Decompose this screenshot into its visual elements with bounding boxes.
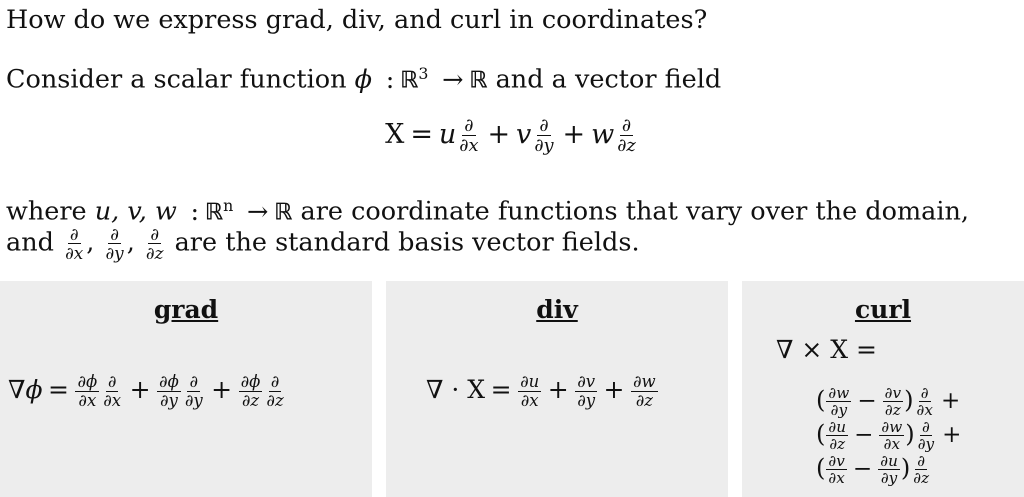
numerator: ∂u: [520, 372, 540, 391]
right-paren: ): [900, 453, 911, 482]
arrow-symbol: →: [247, 196, 269, 227]
numerator: ∂: [539, 115, 549, 136]
curl-title: curl: [854, 295, 912, 324]
numerator: ∂: [464, 115, 474, 136]
plus: +: [487, 119, 511, 151]
reals-symbol: ℝ: [469, 67, 488, 94]
minus: −: [854, 421, 874, 448]
denominator: ∂z: [829, 435, 846, 454]
numerator: ∂w: [828, 384, 850, 402]
basis-x-fraction: [914, 385, 934, 419]
plus: +: [603, 374, 625, 404]
numerator: ∂: [107, 372, 117, 391]
denominator: ∂z: [884, 401, 901, 420]
basis-y-fraction: [103, 225, 125, 262]
grad-title: grad: [153, 295, 219, 324]
denominator: ∂y: [159, 390, 178, 410]
numerator: ∂ϕ: [77, 372, 98, 391]
denominator: ∂z: [635, 390, 653, 410]
basis-y-fraction: [183, 373, 205, 410]
intro-sentence: [6, 58, 721, 97]
curl-z-term: [816, 453, 932, 487]
denominator: ∂z: [617, 135, 636, 157]
denominator: ∂x: [459, 135, 479, 157]
coef-v: v: [516, 119, 532, 151]
where-word: where: [6, 196, 87, 227]
numerator: ∂v: [884, 384, 902, 402]
dimension-exponent: n: [223, 196, 234, 215]
numerator: ∂: [110, 224, 119, 244]
left-paren: (: [816, 453, 826, 482]
numerator: ∂w: [881, 418, 903, 436]
curl-x-term: [816, 385, 965, 419]
basis-x-fraction: [63, 225, 85, 262]
denominator: ∂y: [917, 435, 935, 454]
minus: −: [852, 455, 873, 482]
numerator: ∂v: [828, 452, 845, 470]
dimension-exponent: 3: [418, 64, 429, 83]
grad-formula: [8, 373, 287, 410]
basis-x-fraction: [101, 373, 123, 410]
numerator: ∂u: [828, 418, 847, 436]
plus: +: [562, 119, 586, 151]
right-paren: ): [904, 385, 914, 414]
dw-dy-fraction: [826, 385, 851, 419]
left-paren: (: [816, 419, 826, 448]
plus: +: [129, 374, 151, 404]
equals: =: [48, 374, 69, 404]
numerator: ∂ϕ: [159, 372, 179, 391]
denominator: ∂y: [880, 469, 898, 488]
denominator: ∂x: [828, 469, 845, 488]
basis-z-fraction: [615, 116, 638, 155]
curl-lhs: ∇ × X =: [776, 335, 877, 364]
numerator: ∂: [189, 372, 199, 391]
denominator: ∂z: [145, 243, 164, 264]
numerator: ∂w: [633, 372, 656, 391]
plus: +: [942, 421, 962, 448]
numerator: ∂: [150, 224, 160, 244]
dw-dx-fraction: [879, 419, 904, 453]
numerator: ∂: [920, 384, 929, 402]
div-title: div: [536, 295, 578, 324]
denominator: ∂y: [577, 390, 596, 410]
denominator: ∂y: [830, 401, 848, 420]
dphi-dx-fraction: [75, 373, 99, 410]
lhs-x: X: [385, 119, 405, 151]
du-dz-fraction: [826, 419, 848, 453]
du-dy-fraction: [878, 453, 900, 487]
page-title: How do we express grad, div, and curl in coordinates?: [6, 5, 708, 35]
denominator: ∂y: [184, 390, 203, 410]
gradient-lhs: ∇ϕ: [8, 374, 43, 404]
reals-symbol: ℝ: [399, 67, 419, 94]
comma: ,: [86, 227, 95, 258]
equals: =: [410, 119, 433, 151]
plus: +: [211, 374, 233, 404]
denominator: ∂z: [266, 390, 284, 410]
denominator: ∂x: [916, 401, 933, 420]
coordinate-vars: u, v, w: [94, 196, 177, 227]
numerator: ∂: [270, 372, 280, 391]
where-sentence: [6, 190, 969, 229]
minus: −: [857, 387, 877, 414]
denominator: ∂y: [105, 243, 124, 264]
denominator: ∂y: [534, 135, 554, 157]
comma: ,: [126, 227, 135, 258]
denominator: ∂x: [78, 390, 97, 410]
vector-field-equation: [0, 116, 1024, 155]
denominator: ∂x: [520, 390, 539, 410]
left-paren: (: [816, 385, 826, 414]
denominator: ∂z: [913, 469, 930, 488]
basis-x-fraction: [457, 116, 480, 155]
numerator: ∂u: [880, 452, 898, 470]
basis-y-fraction: [532, 116, 555, 155]
curl-y-term: [816, 419, 966, 453]
denominator: ∂z: [241, 390, 260, 410]
numerator: ∂: [621, 115, 632, 136]
dphi-dz-fraction: [239, 373, 263, 410]
numerator: ∂: [921, 418, 930, 436]
basis-z-fraction: [144, 225, 166, 262]
denominator: ∂x: [65, 243, 84, 264]
and-text-after: are the standard basis vector fields.: [174, 227, 640, 258]
plus: +: [940, 387, 961, 414]
reals-symbol: ℝ: [274, 199, 293, 226]
numerator: ∂: [69, 224, 79, 244]
basis-z-fraction: [264, 373, 285, 410]
plus: +: [547, 374, 569, 404]
intro-text-before: Consider a scalar function: [6, 64, 347, 95]
numerator: ∂v: [577, 372, 596, 391]
curl-panel: [742, 281, 1024, 497]
numerator: ∂: [917, 452, 926, 470]
dw-dz-fraction: [631, 373, 658, 410]
right-paren: ): [905, 419, 915, 448]
basis-sentence: [6, 225, 640, 262]
numerator: ∂ϕ: [240, 372, 261, 391]
dphi-dy-fraction: [157, 373, 181, 410]
dv-dz-fraction: [883, 385, 903, 419]
colon: :: [385, 64, 395, 95]
div-formula: [426, 373, 659, 410]
basis-z-fraction: [911, 453, 931, 487]
and-word: and: [6, 227, 54, 258]
denominator: ∂x: [103, 390, 122, 410]
grad-panel: [0, 281, 372, 497]
basis-y-fraction: [916, 419, 936, 453]
where-text-after: are coordinate functions that vary over the domain,: [300, 196, 970, 227]
arrow-symbol: →: [442, 64, 464, 95]
reals-symbol: ℝ: [204, 199, 224, 226]
dv-dx-fraction: [826, 453, 846, 487]
denominator: ∂x: [883, 435, 901, 454]
coef-w: w: [591, 119, 615, 151]
dv-dy-fraction: [575, 373, 597, 410]
phi-symbol: ϕ: [354, 64, 373, 95]
intro-text-after: and a vector field: [495, 64, 722, 95]
du-dx-fraction: [518, 373, 541, 410]
colon: :: [190, 196, 200, 227]
coef-u: u: [438, 119, 457, 151]
divergence-lhs: ∇ · X: [426, 374, 486, 404]
div-panel: [386, 281, 728, 497]
equals: =: [490, 374, 512, 404]
